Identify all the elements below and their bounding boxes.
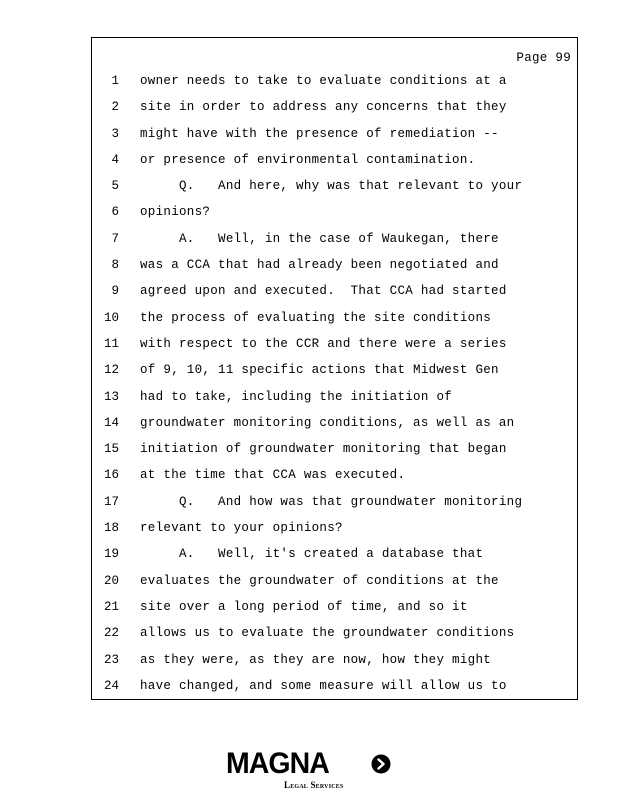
line-text: Q. And here, why was that relevant to your [140,179,523,194]
transcript-line [92,177,577,203]
line-number: 20 [103,573,119,588]
line-number: 2 [111,100,119,115]
line-text: the process of evaluating the site conditions [140,310,492,325]
transcript-line [92,624,577,650]
line-text: evaluates the groundwater of conditions at the [140,573,499,588]
line-number: 24 [103,678,119,693]
line-number: 16 [103,468,119,483]
line-number: 5 [111,179,119,194]
arrow-circle-icon [371,754,391,774]
transcript-line [92,519,577,545]
line-text: was a CCA that had already been negotiated and [140,258,499,273]
line-text: have changed, and some measure will allow us to [140,678,507,693]
line-text: site over a long period of time, and so it [140,599,468,614]
line-number: 4 [111,152,119,167]
line-text: Q. And how was that groundwater monitoring [140,494,523,509]
transcript-line [92,598,577,624]
line-number: 7 [111,231,119,246]
page-number: Page 99 [516,51,571,65]
transcript-line [92,125,577,151]
line-number: 15 [103,442,119,457]
line-text: agreed upon and executed. That CCA had started [140,284,507,299]
logo-subtitle: Legal Services [284,780,344,790]
line-number: 17 [103,494,119,509]
line-number: 6 [111,205,119,220]
line-number: 22 [103,626,119,641]
line-number: 23 [103,652,119,667]
line-text: site in order to address any concerns that they [140,100,507,115]
transcript-lines [92,72,577,703]
line-text: A. Well, it's created a database that [140,547,484,562]
transcript-line [92,282,577,308]
transcript-line [92,572,577,598]
line-number: 11 [103,336,119,351]
transcript-line [92,98,577,124]
line-text: at the time that CCA was executed. [140,468,406,483]
line-text: or presence of environmental contamination. [140,152,476,167]
line-number: 18 [103,521,119,536]
transcript-line [92,651,577,677]
transcript-line [92,440,577,466]
line-text: opinions? [140,205,211,220]
transcript-line [92,493,577,519]
line-text: had to take, including the initiation of [140,389,453,404]
magna-logo [226,748,396,794]
logo-wordmark: MAGNA [226,747,329,780]
line-text: initiation of groundwater monitoring that began [140,442,507,457]
transcript-line [92,677,577,703]
line-text: might have with the presence of remediation -- [140,126,499,141]
transcript-line [92,545,577,571]
transcript-line [92,256,577,282]
line-text: groundwater monitoring conditions, as well as an [140,415,515,430]
line-number: 21 [103,599,119,614]
line-text: allows us to evaluate the groundwater conditions [140,626,515,641]
line-text: A. Well, in the case of Waukegan, there [140,231,499,246]
line-text: owner needs to take to evaluate conditions at a [140,74,507,88]
transcript-line [92,309,577,335]
line-number: 10 [103,310,119,325]
line-text: with respect to the CCR and there were a series [140,336,507,351]
line-number: 8 [111,258,119,273]
transcript-line [92,72,577,98]
transcript-line [92,414,577,440]
transcript-line [92,466,577,492]
transcript-line [92,361,577,387]
transcript-line [92,230,577,256]
line-number: 13 [103,389,119,404]
transcript-line [92,335,577,361]
line-text: relevant to your opinions? [140,521,343,536]
line-number: 19 [103,547,119,562]
line-number: 14 [103,415,119,430]
transcript-line [92,151,577,177]
line-text: as they were, as they are now, how they might [140,652,492,667]
transcript-line [92,203,577,229]
line-number: 1 [111,74,119,88]
transcript-line [92,388,577,414]
line-number: 12 [103,363,119,378]
line-number: 3 [111,126,119,141]
transcript-page [91,37,578,700]
line-number: 9 [111,284,119,299]
line-text: of 9, 10, 11 specific actions that Midwest Gen [140,363,499,378]
